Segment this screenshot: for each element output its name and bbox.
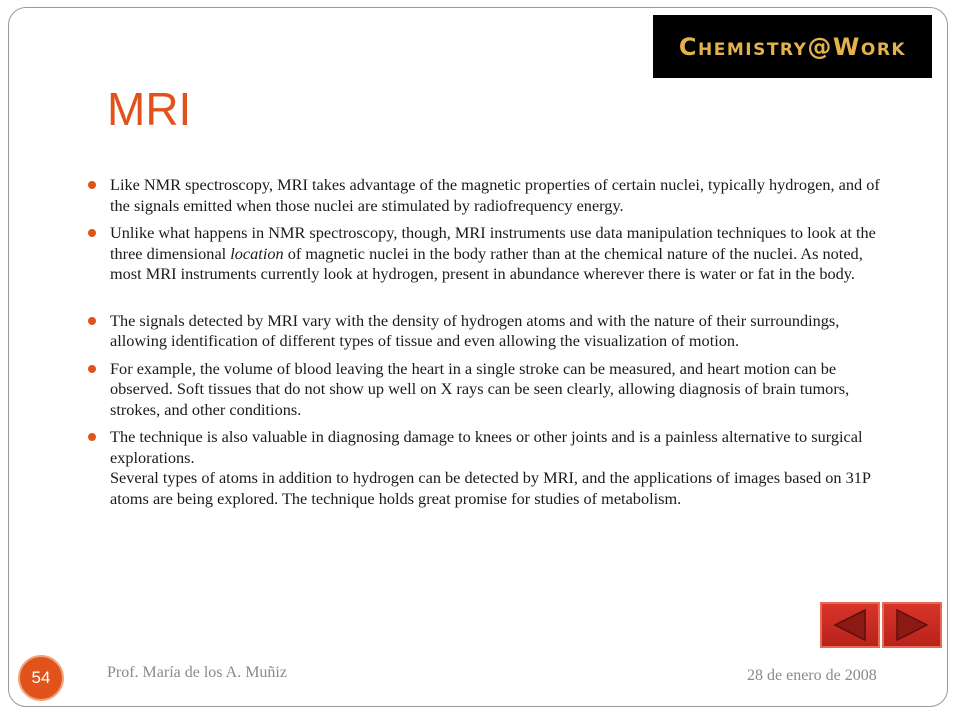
footer-date: 28 de enero de 2008 (747, 667, 877, 684)
bullet-text-start: Unlike what happens in NMR spectroscopy, though, MRI instruments use data manipulation techniques to look at the three dimensional (110, 223, 876, 263)
bullet-item (88, 359, 888, 421)
bullet-dot-icon (88, 317, 96, 325)
bullet-item (88, 175, 888, 216)
bullet-dot-icon (88, 433, 96, 441)
bullet-text: The technique is also valuable in diagnosing damage to knees or other joints and is a painless alternative to surgical explorations. (110, 427, 863, 467)
slide-number-badge (18, 655, 64, 701)
chemistry-at-work-logo (653, 15, 932, 78)
bullet-dot-icon (88, 365, 96, 373)
logo-text: Chemistry@Work (678, 32, 907, 61)
bullet-item (88, 223, 888, 285)
bullet-text: Like NMR spectroscopy, MRI takes advantage of the magnetic properties of certain nuclei, typically hydrogen, and of the signals emitted when those nuclei are stimulated by radiofrequency energy. (110, 175, 880, 215)
bullet-item (88, 311, 888, 352)
bullet-item (88, 427, 888, 509)
bullet-text-continuation: Several types of atoms in addition to hydrogen can be detected by MRI, and the applications of images based on 31P atoms are being explored. The technique holds great promise for studies of metabolism. (110, 468, 871, 508)
bullet-text-italic: location (230, 243, 284, 263)
footer-author: Prof. María de los A. Muñiz (107, 664, 287, 681)
slide-number: 54 (31, 668, 51, 687)
next-slide-button[interactable] (882, 602, 942, 648)
triangle-right-icon (894, 608, 930, 642)
slide-title: MRI (107, 83, 192, 135)
bullet-dot-icon (88, 229, 96, 237)
triangle-left-icon (832, 608, 868, 642)
bullet-text: The signals detected by MRI vary with the density of hydrogen atoms and with the nature of their surroundings, allowing identification of different types of tissue and even allowing the visualization of motion. (110, 310, 840, 350)
previous-slide-button[interactable] (820, 602, 880, 648)
bullet-dot-icon (88, 181, 96, 189)
slide-navigation (820, 602, 942, 648)
bullet-text-end: of magnetic nuclei in the body rather than at the chemical nature of the nuclei. As noted, most MRI instruments currently look at hydrogen, present in abundance wherever there is water or fat in the body. (110, 243, 863, 283)
bullet-list (88, 175, 888, 509)
bullet-text: For example, the volume of blood leaving the heart in a single stroke can be measured, and heart motion can be observed. Soft tissues that do not show up well on X rays can be seen clearly, allowing diagnosis of brain tumors, strokes, and other conditions. (110, 358, 850, 419)
